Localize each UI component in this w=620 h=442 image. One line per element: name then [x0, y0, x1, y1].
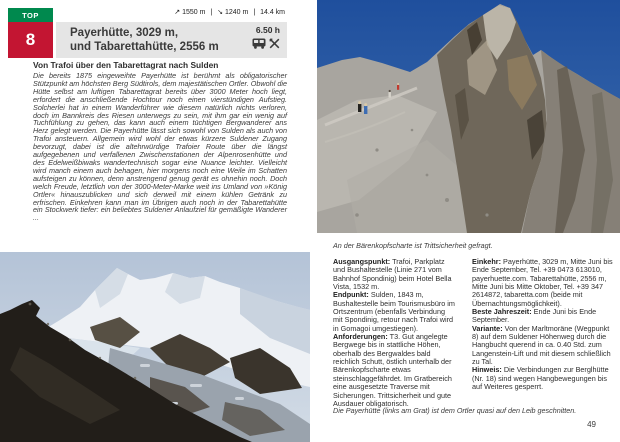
info-item-endpunkt [333, 291, 456, 333]
info-item-ausgangspunkt [333, 258, 456, 291]
bus-icon [252, 38, 266, 49]
info-label: Endpunkt: [333, 290, 369, 300]
descent-icon: ↘ [217, 9, 224, 16]
route-title [70, 26, 219, 54]
info-item-einkehr [472, 258, 613, 308]
route-title-line2: und Tabarettahütte, 2556 m [70, 41, 219, 53]
info-label: Einkehr: [472, 257, 502, 266]
intro-heading: Von Trafoi über den Tabarettagrat nach Sulden [33, 60, 219, 70]
distance-value: 14.4 km [260, 9, 285, 16]
stats-separator: | [210, 9, 213, 16]
ascent-value: 1550 m [182, 9, 206, 16]
route-title-line1: Payerhütte, 3029 m, [70, 27, 179, 39]
info-item-hinweis [472, 366, 613, 391]
ascent-icon: ↗ [174, 9, 181, 16]
info-text: Ende Juni bis Ende September. [472, 307, 597, 325]
intro-body: Die bereits 1875 eingeweihte Payerhütte ist berühmt als obligatorischer Stützpunkt am höchsten Berg Südtirols, dem majestätischen Ortler. Obwohl die Hütte selbst am luftigen Tabarettagrat bereits über 3000 Meter hoch liegt, erfordert die anschließende Hochtour noch einen vierstündigen Aufstieg. Solcherlei hat in einem Wanderführer wie diesem natürlich nichts verloren, doch im Bannkreis des Riesen unterwegs zu sein, mit ihm gar ein wenig auf Tuchfühlung zu gehen, das kann auch einem tüchtigen Bergwanderer ans Herz gelegt werden. Die Payerhütte lässt sich sowohl von Sulden als auch von Trafoi ansteuern. Allgemein wird wohl der etwas kürzere Suldener Zugang bevorzugt, dabei ist die altehrwürdige Trafoier Route über die längst aufgegebenen und verfallenen Zwischenstationen der Alpenrosenhütte und des Edelweißbiwaks wandertechnisch sogar eine Nuance leichter. Vielleicht wird manch einem auch behagen, hier morgens noch eine Weile im Schatten aufsteigen zu können, denn anstrengend genug gerät es ohnehin noch. Doch welch Freude, letztlich von der 3000-Meter-Marke weit ins Umland von »König Ortler« hinauszublicken und sich derweil mit einem kühlen Getränk zu erfrischen. Einkehren kann man im Übrigen auch noch in der Tabarettahütte ein Stockwerk tiefer: ein beliebtes Suldener Anlaufziel für gemäßigte Wanderer ... [33, 71, 288, 223]
info-label: Anforderungen: [333, 332, 388, 342]
info-label: Ausgangspunkt: [333, 257, 391, 266]
photo-caption-top: An der Bärenkopfscharte ist Trittsicherheit gefragt. [333, 241, 493, 250]
descent-value: 1240 m [225, 9, 249, 16]
info-text: Von der Marltmoräne (Wegpunkt 8) auf dem Suldener Höhenweg durch die Hangbucht querend in ca. 0.40 Std. zum Langenstein-Lift und mit diesem schließlich zu Tal. [472, 323, 611, 367]
info-item-anforderungen [333, 333, 456, 408]
cutlery-icon [269, 38, 280, 49]
route-number-badge: 8 [8, 22, 53, 58]
info-text: Payerhütte, 3029 m, Mitte Juni bis Ende September, Tel. +39 0473 613010, payerhuette.com. Tabarettahütte, 2556 m, Mitte Juni bis Mitte Oktober, Tel. +39 347 2614872, tabaretta.com (beide mit Übernachtungsmöglichkeit). [472, 257, 613, 308]
info-item-variante [472, 325, 613, 367]
info-label: Hinweis: [472, 365, 502, 375]
info-text: Die Verbindungen zur Berglhütte (Nr. 18) sind wegen Hangbewegungen bis auf Weiteres gesperrt. [472, 365, 609, 392]
info-right-column [472, 258, 613, 392]
baerenkopfscharte-ridge-photo [317, 0, 620, 233]
info-item-beste-jahreszeit [472, 308, 613, 325]
info-label: Beste Jahreszeit: [472, 307, 532, 317]
title-band [56, 22, 287, 58]
info-text: Sulden, 1843 m, Bushaltestelle beim Tourismusbüro im Ortszentrum (ebenfalls Verbindung mit Spondinig, retour nach Trafoi wird in Gomagoi umgestiegen). [333, 290, 455, 333]
info-text: T3. Gut angelegte Bergwege bis in stattliche Höhen, oberhalb des Bergwaldes bald reichlich Schutt, östlich unterhalb der Bärenkopfscharte etwas steinschlaggefährdet. Im Gratbereich eine ausgesetzte Traverse mit Sicherungen. Trittsicherheit und gute Ausdauer obligatorisch. [333, 332, 452, 408]
duration-value: 6.50 h [255, 25, 280, 35]
ortler-payerhuette-photo [0, 252, 310, 442]
info-left-column [333, 258, 456, 408]
top-badge: TOP [8, 8, 53, 22]
page-number: 49 [587, 420, 596, 429]
photo-caption-bottom: Die Payerhütte (links am Grat) ist dem Ortler quasi auf den Leib geschnitten. [333, 406, 577, 415]
stats-separator: | [253, 9, 256, 16]
info-text: Trafoi, Parkplatz und Bushaltestelle (Linie 271 vom Bahnhof Spondinig) beim Hotel Bella Vista, 1532 m. [333, 257, 452, 292]
info-label: Variante: [472, 323, 503, 333]
route-stats-line [174, 8, 285, 16]
